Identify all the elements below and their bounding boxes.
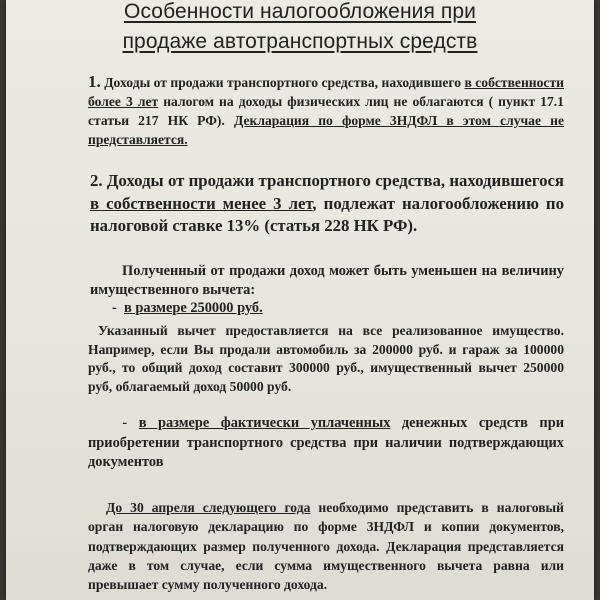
deduction-option-2: - в размере фактически уплаченных денежных средств при приобретении транспортного средства при наличии подтверждающих документов	[88, 415, 564, 470]
deduction-option-1: - в размере 250000 руб.	[112, 300, 263, 316]
deduction-intro: Полученный от продажи доход может быть уменьшен на величину имущественного вычета:	[90, 263, 564, 298]
section-2-paragraph: 2. Доходы от продажи транспортного средства, находившегося в собственности менее 3 лет, подлежат налогообложению по налоговой ставке 13% (статья 228 НК РФ).	[90, 171, 564, 235]
notice-sheet	[6, 0, 594, 600]
deadline-paragraph: До 30 апреля следующего года необходимо представить в налоговый орган налоговую декларацию по форме 3НДФЛ и копии документов, подтверждающих размер полученного дохода. Декларация представляется даже в том случае, если сумма имущественного вычета равна или превышает сумму полученного дохода.	[88, 500, 564, 593]
section-1-number: 1.	[88, 72, 101, 91]
deduction-example: Указанный вычет предоставляется на все реализованное имущество. Например, если Вы продали автомобиль за 200000 руб. и гараж за 100000 руб., то общий доход составит 300000 руб., имущественный вычет 250000 руб, облагаемый доход 50000 руб.	[88, 323, 564, 394]
section-2-number: 2.	[90, 171, 103, 190]
title-line-1: Особенности налогообложения при	[124, 0, 476, 23]
title-line-2: продаже автотранспортных средств	[122, 30, 478, 53]
section-1-paragraph: 1. Доходы от продажи транспортного средства, находившего в собственности более 3 лет налогом на доходы физических лиц не облагаются ( пункт 17.1 статьи 217 НК РФ). Декларация по форме 3НДФЛ в этом случае не представляется.	[88, 72, 564, 147]
